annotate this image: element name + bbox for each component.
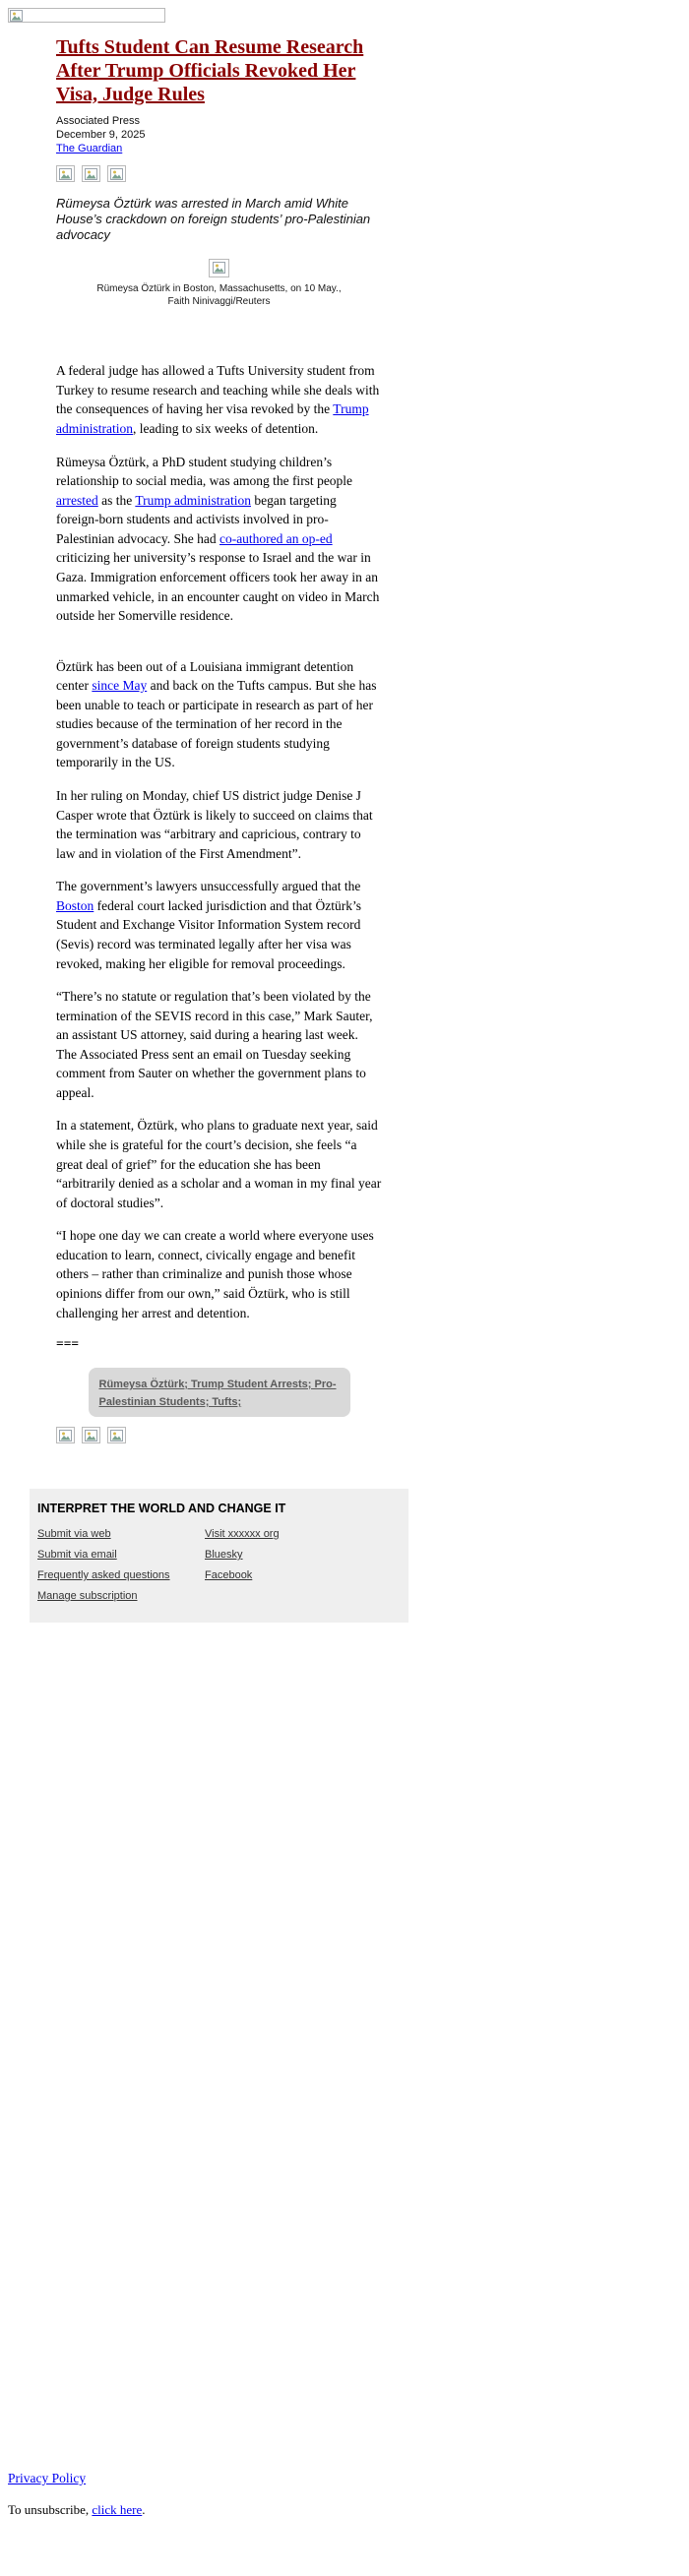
privacy-policy-link[interactable]: Privacy Policy xyxy=(8,2471,87,2485)
inline-link[interactable]: Trump administration xyxy=(135,492,251,508)
article-paragraph: Öztürk has been out of a Louisiana immigrant detention center since May and back on the Tufts campus. But she has been unable to teach or participate in research as part of her studies because of the termination of her record in the government’s database of foreign students studying temporarily in the US. xyxy=(56,658,377,770)
article-card xyxy=(30,30,408,1623)
article-body xyxy=(56,361,382,1322)
bottom-links xyxy=(8,2470,146,2518)
broken-image-icon xyxy=(8,8,165,23)
article-headline-link[interactable]: Tufts Student Can Resume Research After Trump Officials Revoked Her Visa, Judge Rules xyxy=(56,36,364,105)
separator: === xyxy=(56,1336,80,1352)
unsubscribe-line xyxy=(8,2502,146,2518)
article-date: December 9, 2025 xyxy=(56,128,146,141)
inline-link[interactable]: since May xyxy=(92,678,148,694)
inline-link[interactable]: Trump administration xyxy=(56,401,369,437)
broken-image-icon[interactable] xyxy=(82,1427,100,1443)
footer-link[interactable]: Submit via email xyxy=(37,1549,117,1562)
unsubscribe-period: . xyxy=(142,2502,146,2517)
broken-image-icon[interactable] xyxy=(82,165,100,182)
broken-image-icon[interactable] xyxy=(107,165,126,182)
unsubscribe-text: To unsubscribe, xyxy=(8,2502,93,2517)
broken-image-icon[interactable] xyxy=(107,1427,126,1443)
byline-block xyxy=(56,115,382,155)
newsletter-footer xyxy=(30,1489,408,1623)
article-paragraph: A federal judge has allowed a Tufts University student from Turkey to resume research and teaching while she deals with the consequences of having her visa revoked by the Trump administration, leading to six weeks of detention. xyxy=(56,363,380,437)
footer-links xyxy=(37,1524,401,1607)
article-paragraph: In her ruling on Monday, chief US district judge Denise J Casper wrote that Öztürk is likely to succeed on claims that the termination was “arbitrary and capricious, contrary to law and in violation of the First Amendment”. xyxy=(56,788,373,861)
byline: Associated Press xyxy=(56,115,140,127)
image-caption: Rümeysa Öztürk in Boston, Massachusetts, on 10 May., Faith Ninivaggi/Reuters xyxy=(96,283,342,308)
footer-link[interactable]: Submit via web xyxy=(37,1528,111,1541)
inline-link[interactable]: arrested xyxy=(56,492,98,508)
article-paragraph: “I hope one day we can create a world where everyone uses education to learn, connect, civically engage and benefit others – rather than criminalize and punish those whose opinions differ from our own,” said Öztürk, who is still challenging her arrest and detention. xyxy=(56,1228,374,1320)
article-paragraph: The government’s lawyers unsuccessfully argued that the Boston federal court lacked jurisdiction and that Öztürk’s Student and Exchange Visitor Information System record (Sevis) record was terminated legally after her visa was revoked, making her eligible for removal proceedings. xyxy=(56,879,362,971)
broken-image-icon[interactable] xyxy=(56,165,75,182)
share-icons-top xyxy=(56,165,382,182)
article-paragraph: In a statement, Öztürk, who plans to graduate next year, said while she is grateful for the court’s decision, she feels “a great deal of grief” for the education she has been “arbitrarily denied as a scholar and a woman in my final year of doctoral studies”. xyxy=(56,1118,382,1210)
footer-link[interactable]: Facebook xyxy=(205,1569,253,1582)
source-link[interactable]: The Guardian xyxy=(56,142,123,154)
tags-box[interactable] xyxy=(89,1368,350,1417)
inline-link[interactable]: Boston xyxy=(56,897,94,913)
inline-link[interactable]: co-authored an op-ed xyxy=(219,530,333,546)
footer-links-left xyxy=(37,1524,205,1607)
share-icons-bottom xyxy=(56,1427,382,1443)
footer-link[interactable]: Bluesky xyxy=(205,1549,243,1562)
footer-link[interactable]: Frequently asked questions xyxy=(37,1569,170,1582)
unsubscribe-link[interactable]: click here xyxy=(92,2502,143,2517)
tags-link[interactable]: Rümeysa Öztürk; Trump Student Arrests; Pro-Palestinian Students; Tufts; xyxy=(98,1379,337,1409)
footer-heading: INTERPRET THE WORLD AND CHANGE IT xyxy=(37,1502,286,1516)
broken-image-icon xyxy=(209,259,229,277)
article-paragraph: Rümeysa Öztürk, a PhD student studying children’s relationship to social media, was among the first people arrested as the Trump administration began targeting foreign-born students and activists involved in pro-Palestinian advocacy. She had co-authored an op-ed criticizing her university’s response to Israel and the war in Gaza. Immigration enforcement officers took her away in an unmarked vehicle, in an encounter caught on video in March outside her Somerville residence. xyxy=(56,454,380,624)
broken-image-icon[interactable] xyxy=(56,1427,75,1443)
footer-link[interactable]: Visit xxxxxx org xyxy=(205,1528,280,1541)
article-paragraph: “There’s no statute or regulation that’s been violated by the termination of the SEVIS record in this case,” Mark Sauter, an assistant US attorney, said during a hearing last week. The Associated Press sent an email on Tuesday seeking comment from Sauter on whether the government plans to appeal. xyxy=(56,989,373,1100)
standfirst: Rümeysa Öztürk was arrested in March amid White House’s crackdown on foreign students’ pro-Palestinian advocacy xyxy=(56,196,371,242)
footer-links-right xyxy=(205,1524,372,1607)
footer-link[interactable]: Manage subscription xyxy=(37,1590,138,1603)
hero-image-block xyxy=(56,259,382,309)
